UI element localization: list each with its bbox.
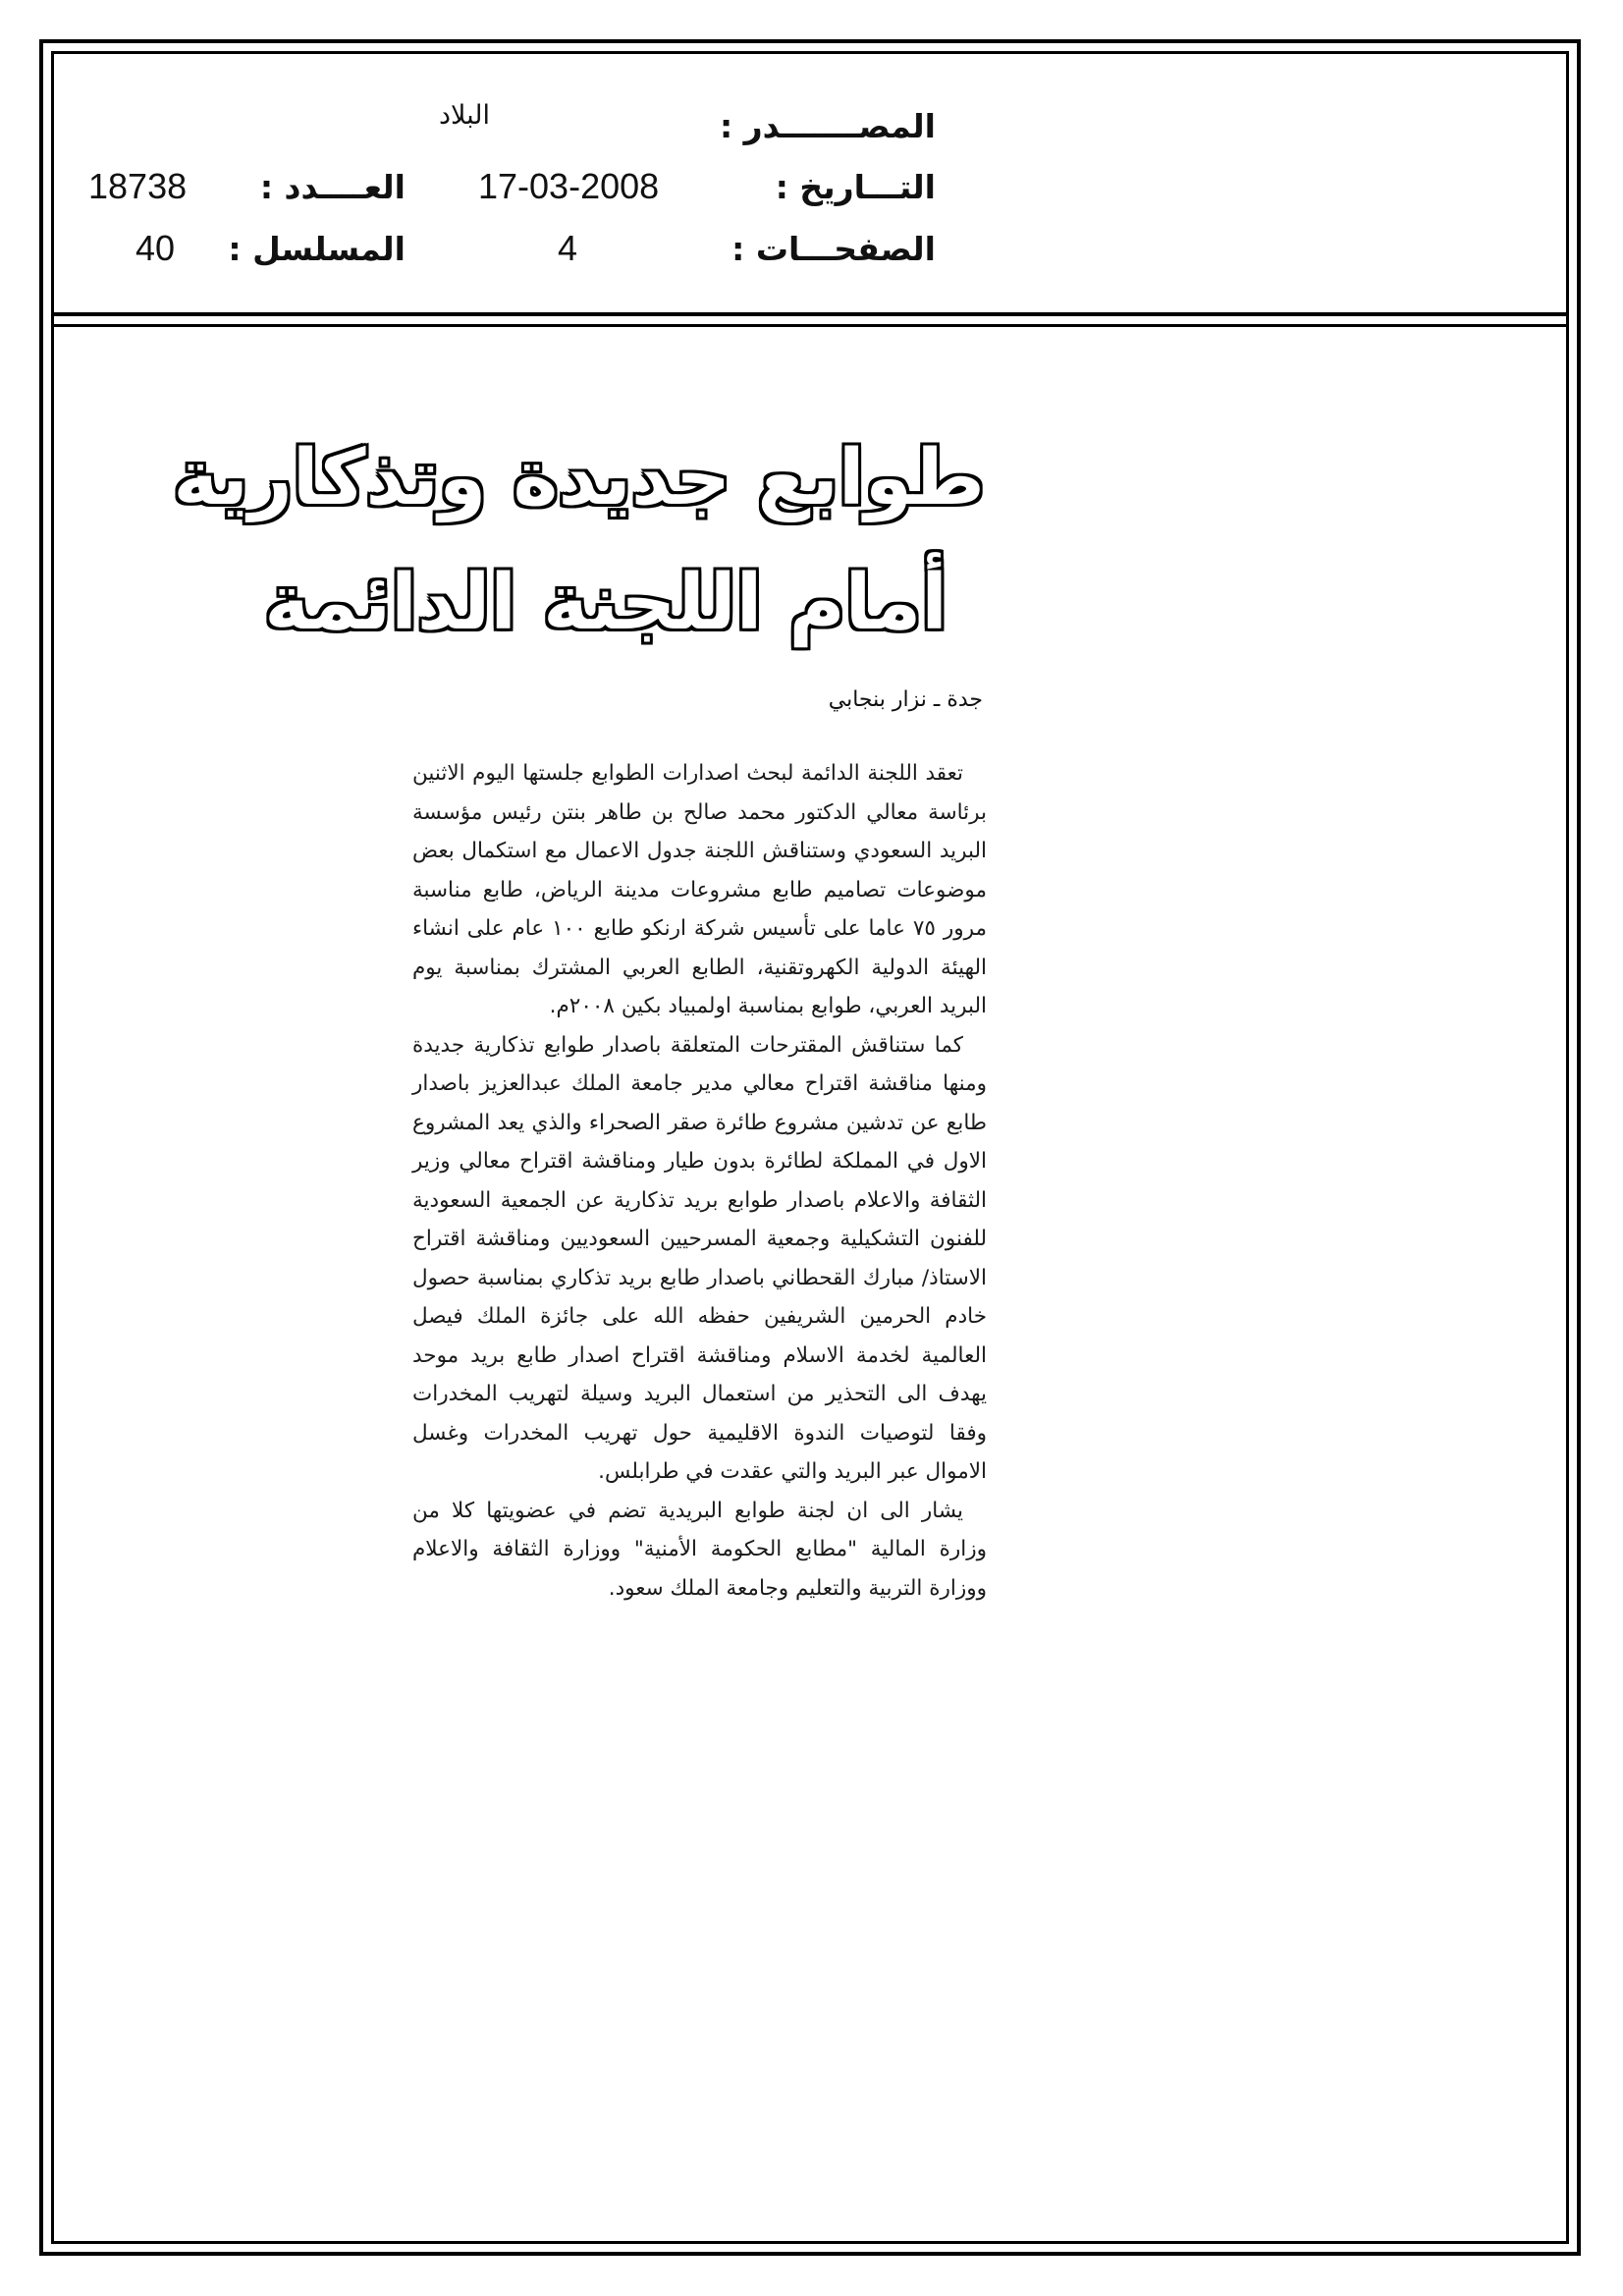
date-label: التـــاريخ : [775, 168, 936, 206]
article-paragraph: تعقد اللجنة الدائمة لبحث اصدارات الطوابع جلستها اليوم الاثنين برئاسة معالي الدكتور محمد صالح بن طاهر بنتن رئيس مؤسسة البريد السعودي وستناقش اللجنة جدول الاعمال مع استكمال بعض موضوعات تصاميم طابع مشروعات مدينة الرياض، طابع مناسبة مرور ٧٥ عاما على تأسيس شركة ارنكو طابع ١٠٠ عام على انشاء الهيئة الدولية الكهروتقنية، الطابع العربي المشترك بمناسبة يوم البريد العربي، طوابع بمناسبة اولمبياد بكين ٢٠٠٨م. [412, 761, 987, 1018]
date-value: 17-03-2008 [478, 166, 660, 206]
pages-value: 4 [558, 228, 578, 268]
article-body [412, 754, 987, 1608]
headline-line-2: أمام اللجنة الدائمة [264, 559, 947, 647]
header-divider-bottom [51, 324, 1569, 327]
article-paragraph: يشار الى ان لجنة طوابع البريدية تضم في عضويتها كلا من وزارة المالية "مطابع الحكومة الأمنية" ووزارة الثقافة والاعلام ووزارة التربية والتعليم وجامعة الملك سعود. [412, 1498, 987, 1601]
issue-label: العــــدد : [259, 168, 406, 206]
headline-line-1: طوابع جديدة وتذكارية [173, 434, 985, 522]
header-divider-top [51, 312, 1569, 316]
byline: جدة ـ نزار بنجابي [828, 687, 983, 712]
article-paragraph: كما ستناقش المقترحات المتعلقة باصدار طوابع تذكارية جديدة ومنها مناقشة اقتراح معالي مدير جامعة الملك عبدالعزيز باصدار طابع عن تدشين مشروع طائرة صقر الصحراء والذي يعد المشروع الاول في المملكة لطائرة بدون طيار ومناقشة اقتراح معالي وزير الثقافة والاعلام باصدار طوابع بريد تذكارية عن الجمعية السعودية للفنون التشكيلية وجمعية المسرحيين السعوديين ومناقشة اقتراح الاستاذ/ مبارك القحطاني باصدار طابع بريد تذكاري بمناسبة حصول خادم الحرمين الشريفين حفظه الله على جائزة الملك فيصل العالمية لخدمة الاسلام ومناقشة اقتراح اصدار طابع بريد موحد يهدف الى التحذير من استعمال البريد وسيلة لتهريب المخدرات وفقا لتوصيات الندوة الاقليمية حول تهريب المخدرات وغسل الاموال عبر البريد والتي عقدت في طرابلس. [412, 1032, 987, 1484]
serial-value: 40 [135, 228, 176, 268]
issue-value: 18738 [88, 166, 188, 206]
serial-label: المسلسل : [228, 230, 406, 268]
source-label: المصـــــــدر : [719, 107, 936, 145]
source-value: البلاد [439, 100, 491, 131]
pages-label: الصفحـــات : [731, 230, 936, 268]
